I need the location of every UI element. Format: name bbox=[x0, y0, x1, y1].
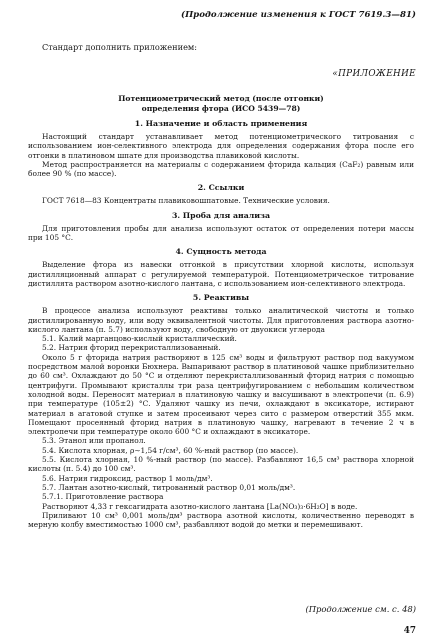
item-5-6: 5.6. Натрия гидроксид, раствор 1 моль/дм³. bbox=[42, 473, 213, 483]
method-title-line-1: Потенциометрический метод (после отгонки) bbox=[118, 94, 324, 103]
section-5-paragraph-4: Растворяют 4,33 г гексагидрата азотно-кислого лантана [La(NO₃)₃·6H₂O] в воде. bbox=[42, 501, 358, 511]
section-5-paragraph-2: Около 5 г фторида натрия растворяют в 125 см³ воды и фильтруют раствор под вакуумом посредством малой воронки Бюхнера. Выпаривают раствор в платиновой чашке приблизительно до 60 см³. Охлаждают до 50 °С и отделяют перекристаллизованный фторид натрия с помощью центрифуги. Промывают кристаллы три раза центрифугированием с небольшим количеством холодной воды. Переносят материал в платиновую чашку и высушивают в электропечи (п. 6.9) при температуре (105±2) °С. Удаляют чашку из печи, охлаждают в эксикаторе, истирают материал в агатовой ступке и затем просеивают через сито с размером отверстий 355 мкм. Помещают просеянный фторид натрия в платиновую чашку, нагревают в течение 2 ч в электропечи при температуре около 600 °С и охлаждают в эксикаторе. bbox=[28, 352, 414, 437]
method-title-line-2: определения фтора (ИСО 5439—78) bbox=[141, 104, 301, 113]
appendix-label: «ПРИЛОЖЕНИЕ bbox=[332, 69, 416, 79]
item-5-3: 5.3. Этанол или пропанол. bbox=[42, 436, 146, 446]
running-header: (Продолжение изменения к ГОСТ 7619.3—81) bbox=[181, 10, 416, 20]
section-5-paragraph-5: Приливают 10 см³ 0,001 моль/дм³ раствора азотной кислоты, количественно переводят в мерную колбу вместимостью 1000 см³, разбавляют водой до метки и перемешивают. bbox=[28, 510, 414, 530]
section-2-heading: 2. Ссылки bbox=[197, 183, 245, 193]
continuation-note: (Продолжение см. с. 48) bbox=[305, 604, 416, 614]
section-1-heading: 1. Назначение и область применения bbox=[134, 119, 308, 128]
document-body bbox=[28, 94, 414, 529]
item-5-2: 5.2. Натрия фторид перекристаллизованный. bbox=[42, 343, 221, 353]
section-5-heading: 5. Реактивы bbox=[192, 293, 250, 303]
item-5-7: 5.7. Лантан азотно-кислый, титрованный раствор 0,01 моль/дм³. bbox=[42, 482, 296, 492]
section-5-paragraph-1: В процессе анализа используют реактивы только аналитической чистоты и только дистиллированную воду, или воду эквивалентной чистоты. Для приготовления раствора азотно-кислого лантана (п. 5.7) используют воду, свободную от двуокиси углерода bbox=[28, 306, 414, 334]
page-number: 47 bbox=[403, 626, 416, 636]
section-2-paragraph-1: ГОСТ 7618—83 Концентраты плавиковошпатовые. Технические условия. bbox=[42, 196, 330, 206]
section-1-paragraph-2: Метод распространяется на материалы с содержанием фторида кальция (CaF₂) равным или более 90 % (по массе). bbox=[28, 159, 414, 179]
section-3-paragraph-1: Для приготовления пробы для анализа используют остаток от определения потери массы при 105 °С. bbox=[28, 223, 414, 243]
section-4-paragraph-1: Выделение фтора из навески отгонкой в присутствии хлорной кислоты, используя дистилляционный аппарат с регулируемой температурой. Потенциометрическое титрование дистиллята раствором азотно-кислого лантана, с использованием ион-селективного электрода. bbox=[28, 260, 414, 288]
section-3-heading: 3. Проба для анализа bbox=[171, 210, 271, 220]
item-5-1: 5.1. Калий марганцово-кислый кристаллический. bbox=[42, 334, 237, 344]
item-5-5: 5.5. Кислота хлорная, 10 %-ный раствор (по массе). Разбавляют 16,5 см³ раствора хлорной кислоты (п. 5.4) до 100 см³. bbox=[28, 455, 414, 474]
section-1-paragraph-1: Настоящий стандарт устанавливает метод потенциометрического титрования с использованием ион-селективного электрода для определения содержания фтора после его отгонки в платиновом шпате для производства плавиковой кислоты. bbox=[28, 132, 414, 160]
item-5-4: 5.4. Кислота хлорная, ρ∼1,54 г/см³, 60 %-ный раствор (по массе). bbox=[42, 445, 299, 455]
item-5-7-1: 5.7.1. Приготовление раствора bbox=[42, 492, 164, 502]
method-title bbox=[28, 94, 414, 114]
intro-line: Стандарт дополнить приложением: bbox=[42, 42, 198, 52]
section-4-heading: 4. Сущность метода bbox=[175, 247, 267, 257]
